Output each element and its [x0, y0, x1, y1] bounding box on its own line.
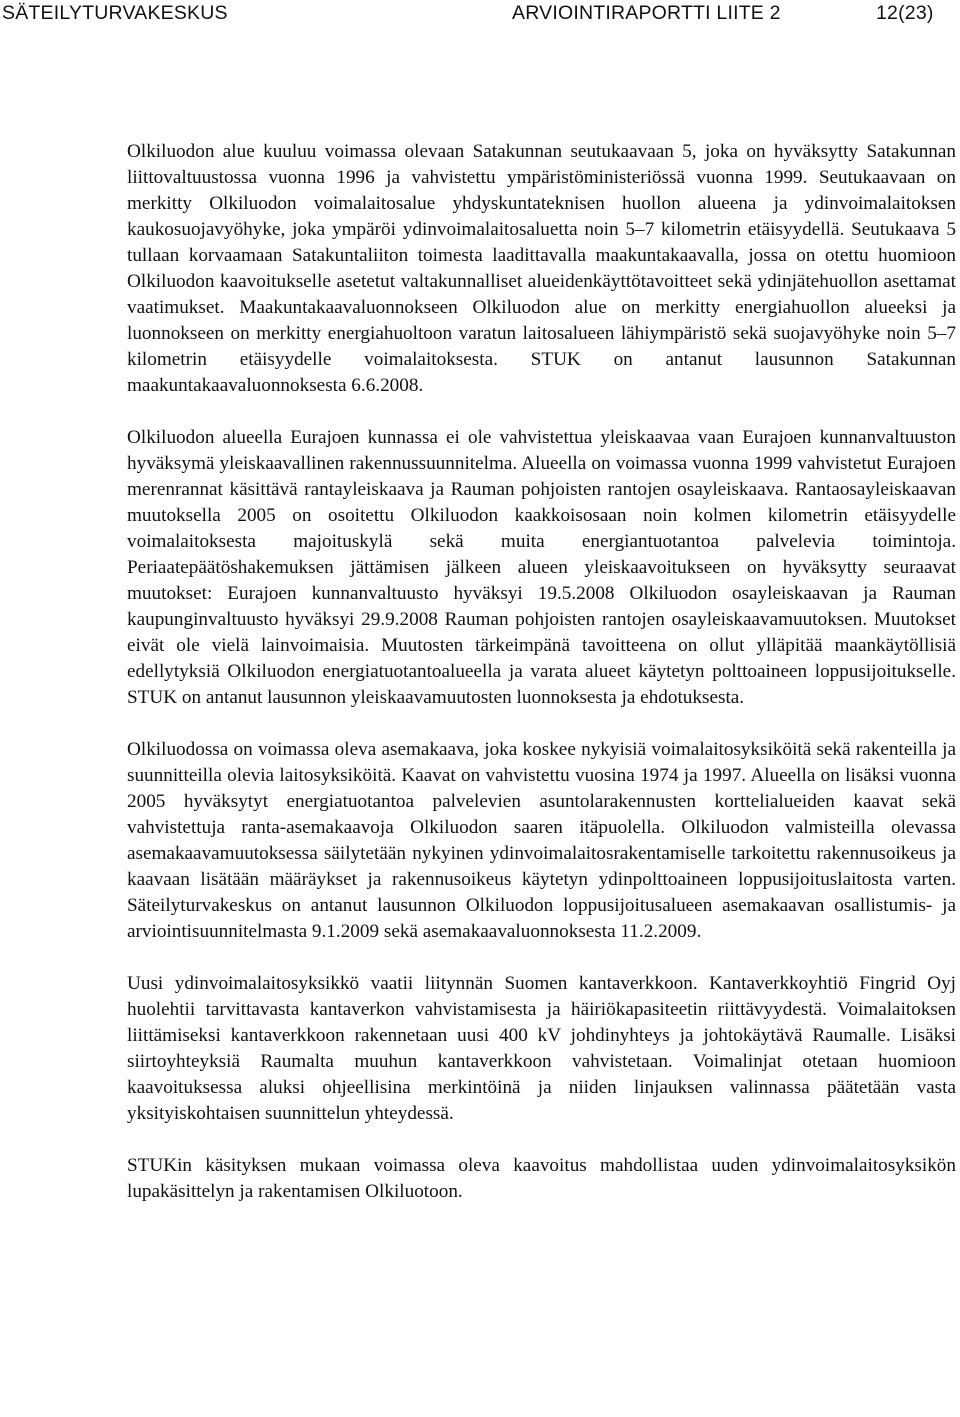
paragraph: Uusi ydinvoimalaitosyksikkö vaatii liitynnän Suomen kantaverkkoon. Kantaverkkoyhtiö Fingrid Oyj huolehtii tarvittavasta kantaverkon vahvistamisesta ja häiriökapasiteetin riittävyydestä. Voimalaitoksen liittämiseksi kantaverkkoon rakennetaan uusi 400 kV johdinyhteys ja johtokäytävä Raumalle. Lisäksi siirtoyhteyksiä Raumalta muuhun kantaverkkoon vahvistetaan. Voimalinjat otetaan huomioon kaavoituksessa aluksi ohjeellisina merkintöinä ja niiden linjauksen valinnassa päätetään vasta yksityiskohtaisen suunnittelun yhteydessä. — [127, 973, 956, 1124]
organization-name: SÄTEILYTURVAKESKUS — [2, 2, 228, 24]
paragraph: STUKin käsityksen mukaan voimassa oleva kaavoitus mahdollistaa uuden ydinvoimalaitosyksikön lupakäsittelyn ja rakentamisen Olkiluotoon. — [127, 1155, 956, 1202]
paragraph: Olkiluodon alue kuuluu voimassa olevaan Satakunnan seutukaavaan 5, joka on hyväksytty Satakunnan liittovaltuustossa vuonna 1996 ja vahvistettu ympäristöministeriössä vuonna 1999. Seutukaavaan on merkitty Olkiluodon voimalaitosalue yhdyskuntateknisen huollon alueena ja ydinvoimalaitoksen kaukosuojavyöhyke, joka ympäröi ydinvoimalaitosaluetta noin 5–7 kilometrin etäisyydellä. Seutukaava 5 tullaan korvaamaan Satakuntaliiton toimesta laadittavalla maakuntakaavalla, jossa on otettu huomioon Olkiluodon kaavoitukselle asetetut valtakunnalliset alueidenkäyttötavoitteet sekä ydinjätehuollon asettamat vaatimukset. Maakuntakaavaluonnokseen Olkiluodon alue on merkitty energiahuollon alueeksi ja luonnokseen on merkitty energiahuoltoon varatun laitosalueen lähiympäristö sekä suojavyöhyke noin 5–7 kilometrin etäisyydelle voimalaitoksesta. STUK on antanut lausunnon Satakunnan maakuntakaavaluonnoksesta 6.6.2008. — [127, 141, 956, 396]
paragraph: Olkiluodon alueella Eurajoen kunnassa ei ole vahvistettua yleiskaavaa vaan Eurajoen kunnanvaltuuston hyväksymä yleiskaavallinen rakennussuunnitelma. Alueella on voimassa vuonna 1999 vahvistetut Eurajoen merenrannat käsittävä rantayleiskaava ja Rauman pohjoisten rantojen osayleiskaava. Rantaosayleiskaavan muutoksella 2005 on osoitettu Olkiluodon kaakkoisosaan noin kolmen kilometrin etäisyydelle voimalaitoksesta majoituskylä sekä muita energiantuotantoa palvelevia toimintoja. Periaatepäätöshakemuksen jättämisen jälkeen alueen yleiskaavoitukseen on hyväksytty seuraavat muutokset: Eurajoen kunnanvaltuusto hyväksyi 19.5.2008 Olkiluodon osayleiskaavan ja Rauman kaupunginvaltuusto hyväksyi 29.9.2008 Rauman pohjoisten rantojen osayleiskaavamuutoksen. Muutokset eivät ole vielä lainvoimaisia. Muutosten tärkeimpänä tavoitteena on ollut ylläpitää maankäytöllisiä edellytyksiä Olkiluodon energiatuotantoalueella ja varata alueet käytetyn polttoaineen loppusijoitukselle. STUK on antanut lausunnon yleiskaavamuutosten luonnoksesta ja ehdotuksesta. — [127, 427, 956, 708]
page-number: 12(23) — [876, 2, 934, 24]
paragraph: Olkiluodossa on voimassa oleva asemakaava, joka koskee nykyisiä voimalaitosyksiköitä sekä rakenteilla ja suunnitteilla olevia laitosyksiköitä. Kaavat on vahvistettu vuosina 1974 ja 1997. Alueella on lisäksi vuonna 2005 hyväksytyt energiatuotantoa palvelevien asuntolarakennusten korttelialueiden kaavat sekä vahvistettuja ranta-asemakaavoja Olkiluodon saaren itäpuolella. Olkiluodon valmisteilla olevassa asemakaavamuutoksessa säilytetään nykyinen ydinvoimalaitosrakentamiselle tarkoitettu rakennusoikeus ja kaavaan lisätään määräykset ja rakennusoikeus käytetyn ydinpolttoaineen loppusijoituslaitosta varten. Säteilyturvakeskus on antanut lausunnon Olkiluodon loppusijoitusalueen asemakaavan osallistumis- ja arviointisuunnitelmasta 9.1.2009 sekä asemakaavaluonnoksesta 11.2.2009. — [127, 739, 956, 942]
document-body — [127, 139, 956, 1205]
report-title: ARVIOINTIRAPORTTI LIITE 2 — [512, 2, 781, 24]
page-header — [0, 0, 960, 28]
